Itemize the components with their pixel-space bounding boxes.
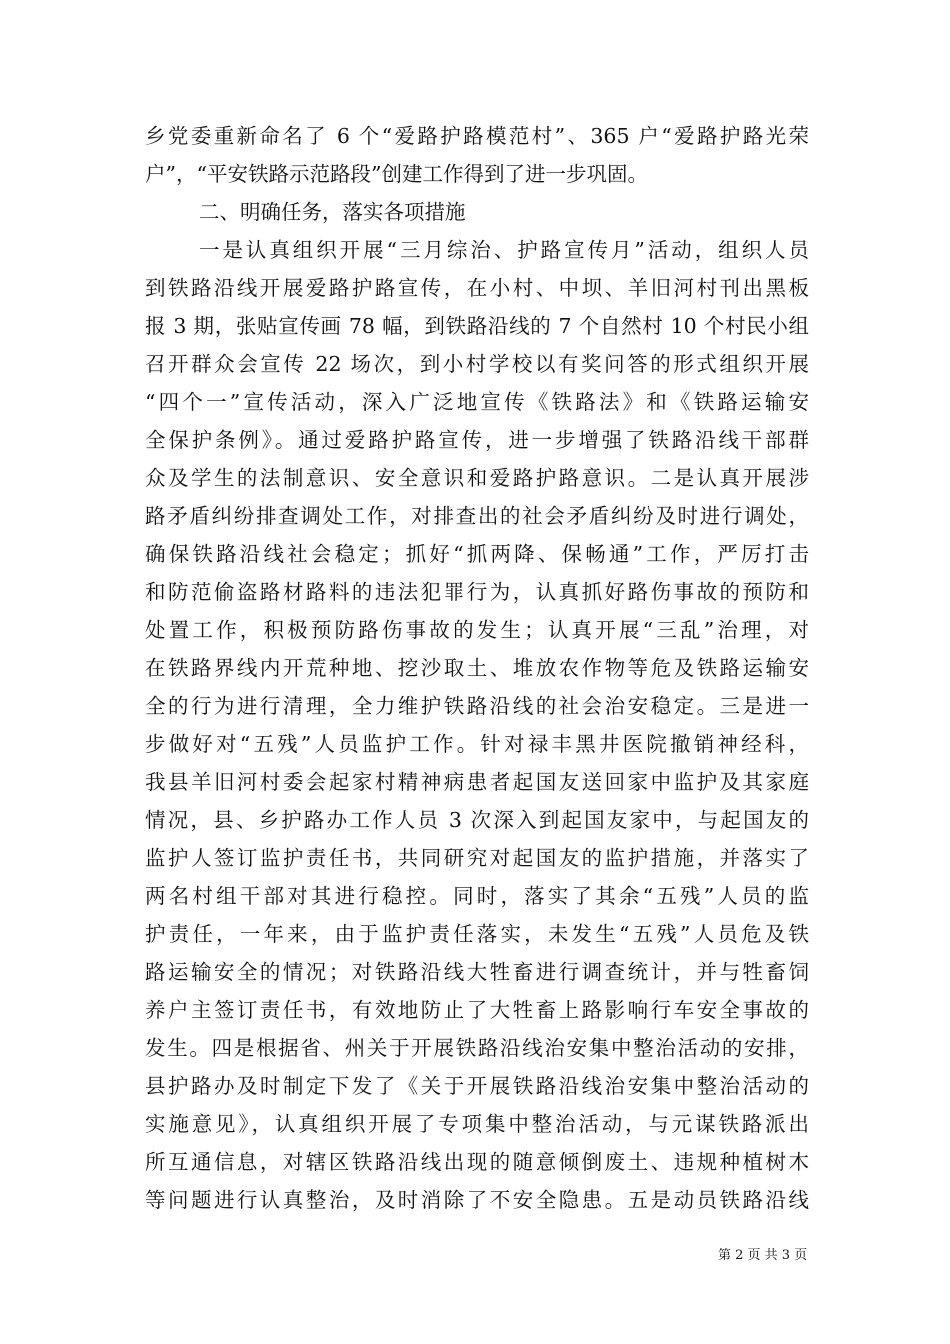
text-line-25: 发生。四是根据省、州关于开展铁路沿线治安集中整治活动的安排， [145, 1036, 809, 1060]
text-line-14: 处置工作，积极预防路伤事故的发生；认真开展“三乱”治理，对 [145, 618, 809, 642]
text-line-1: 乡党委重新命名了 6 个“爱路护路模范村”、365 户“爱路护路光荣 [145, 124, 809, 148]
text-line-8: “四个一”宣传活动，深入广泛地宣传《铁路法》和《铁路运输安 [145, 390, 809, 414]
text-line-26: 县护路办及时制定下发了《关于开展铁路沿线治安集中整治活动的 [145, 1074, 809, 1098]
text-line-24: 养户主签订责任书，有效地防止了大牲畜上路影响行车安全事故的 [145, 998, 809, 1022]
text-line-12: 确保铁路沿线社会稳定；抓好“抓两降、保畅通”工作，严厉打击 [145, 542, 809, 566]
text-line-16: 全的行为进行清理，全力维护铁路沿线的社会治安稳定。三是进一 [145, 694, 809, 718]
text-line-11: 路矛盾纠纷排查调处工作，对排查出的社会矛盾纠纷及时进行调处， [145, 504, 809, 528]
text-line-7: 召开群众会宣传 22 场次，到小村学校以有奖问答的形式组织开展 [145, 352, 809, 376]
text-line-4: 一是认真组织开展“三月综治、护路宣传月”活动，组织人员 [199, 238, 809, 262]
page-number-footer: 第 2 页 共 3 页 [718, 1248, 808, 1263]
text-line-17: 步做好对“五残”人员监护工作。针对禄丰黑井医院撤销神经科， [145, 732, 809, 756]
section-heading: 二、明确任务，落实各项措施 [199, 200, 466, 224]
text-line-13: 和防范偷盗路材路料的违法犯罪行为，认真抓好路伤事故的预防和 [145, 580, 809, 604]
text-line-5: 到铁路沿线开展爱路护路宣传，在小村、中坝、羊旧河村刊出黑板 [145, 276, 809, 300]
text-line-2: 户”，“平安铁路示范路段”创建工作得到了进一步巩固。 [145, 162, 648, 186]
text-line-19: 情况，县、乡护路办工作人员 3 次深入到起国友家中，与起国友的 [145, 808, 809, 832]
text-line-15: 在铁路界线内开荒种地、挖沙取土、堆放农作物等危及铁路运输安 [145, 656, 809, 680]
text-line-29: 等问题进行认真整治，及时消除了不安全隐患。五是动员铁路沿线 [145, 1188, 809, 1212]
text-line-23: 路运输安全的情况；对铁路沿线大牲畜进行调查统计，并与牲畜饲 [145, 960, 809, 984]
text-line-10: 众及学生的法制意识、安全意识和爱路护路意识。二是认真开展涉 [145, 466, 809, 490]
text-line-22: 护责任，一年来，由于监护责任落实，未发生“五残”人员危及铁 [145, 922, 809, 946]
text-line-27: 实施意见》，认真组织开展了专项集中整治活动，与元谋铁路派出 [145, 1112, 809, 1136]
text-line-28: 所互通信息，对辖区铁路沿线出现的随意倾倒废土、违规种植树木 [145, 1150, 809, 1174]
text-line-6: 报 3 期，张贴宣传画 78 幅，到铁路沿线的 7 个自然村 10 个村民小组 [145, 314, 809, 338]
text-line-21: 两名村组干部对其进行稳控。同时，落实了其余“五残”人员的监 [145, 884, 809, 908]
text-line-20: 监护人签订监护责任书，共同研究对起国友的监护措施，并落实了 [145, 846, 809, 870]
text-line-9: 全保护条例》。通过爱路护路宣传，进一步增强了铁路沿线干部群 [145, 428, 809, 452]
text-line-18: 我县羊旧河村委会起家村精神病患者起国友送回家中监护及其家庭 [145, 770, 809, 794]
